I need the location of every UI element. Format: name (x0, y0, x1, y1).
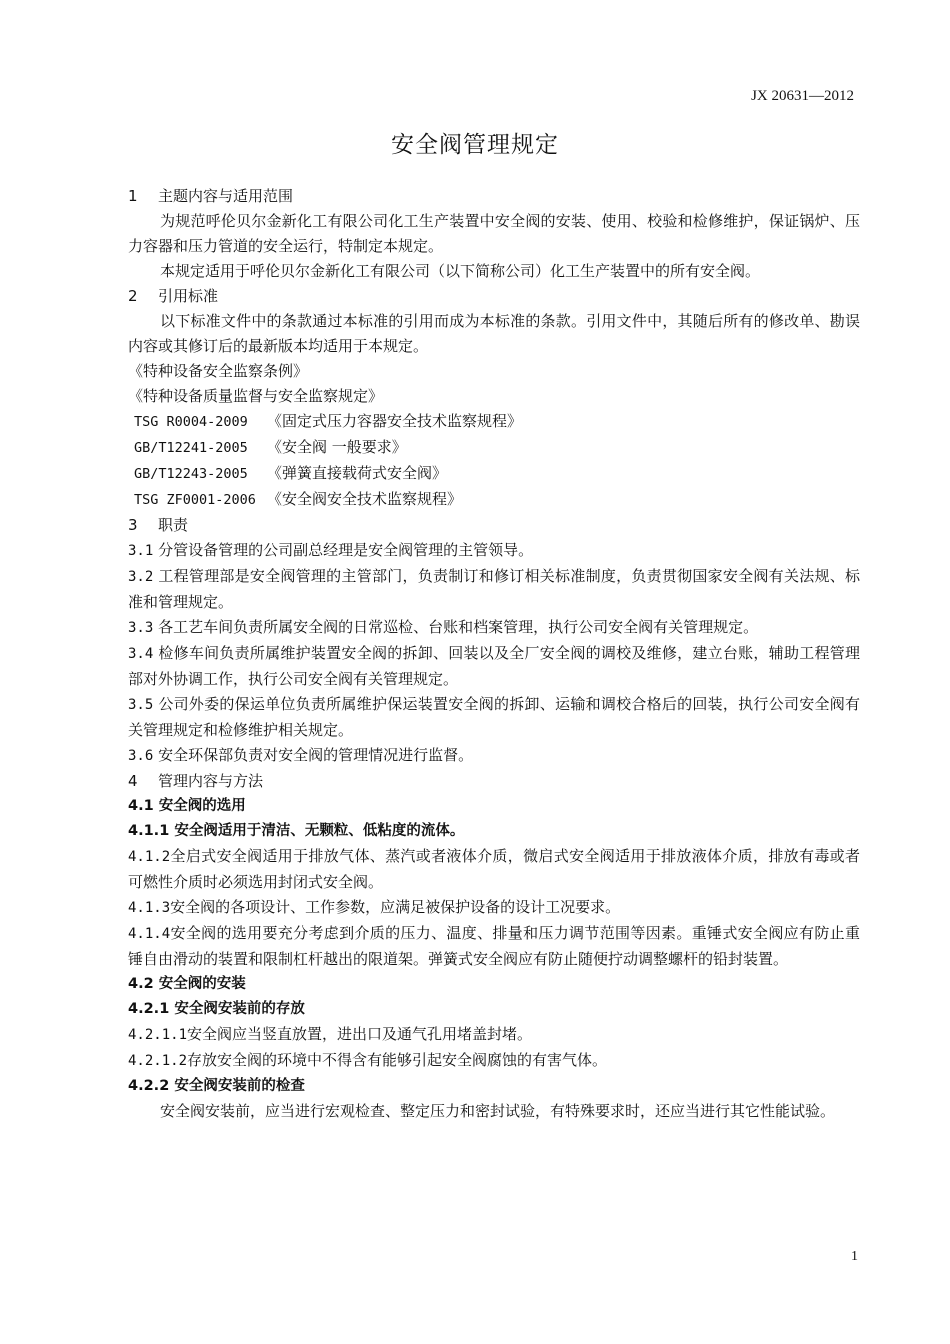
reference-item (128, 435, 860, 461)
reference-item (128, 461, 860, 487)
clause (128, 1022, 860, 1048)
clause-number: 3.4 (128, 646, 154, 662)
clause-text: 检修车间负责所属维护装置安全阀的拆卸、回装以及全厂安全阀的调校及维修，建立台账，辅助工程管理部对外协调工作，执行公司安全阀有关管理规定。 (128, 644, 860, 688)
reference-item: 《特种设备质量监督与安全监察规定》 (128, 387, 384, 405)
paragraph: 为规范呼伦贝尔金新化工有限公司化工生产装置中安全阀的安装、使用、校验和检修维护，保证锅炉、压力容器和压力管道的安全运行，特制定本规定。 (128, 212, 860, 255)
page-number: 1 (851, 1249, 858, 1264)
reference-item (128, 409, 860, 435)
reference-name: 《安全阀 一般要求》 (267, 438, 407, 456)
clause-number: 3.5 (128, 697, 154, 713)
clause (128, 615, 860, 641)
section-title: 管理内容与方法 (158, 772, 264, 790)
paragraph: 以下标准文件中的条款通过本标准的引用而成为本标准的条款。引用文件中，其随后所有的修改单、勘误内容或其修订后的最新版本均适用于本规定。 (128, 312, 860, 355)
reference-code: GB/T12241-2005 (134, 440, 248, 456)
clause-text: 安全阀应当竖直放置，进出口及通气孔用堵盖封堵。 (187, 1025, 533, 1043)
subsection-heading: 4.1 安全阀的选用 (128, 798, 246, 814)
subsection-heading: 4.2.1 安全阀安装前的存放 (128, 1001, 305, 1017)
clause (128, 692, 860, 743)
clause (128, 844, 860, 895)
clause (128, 538, 860, 564)
clause-text: 安全阀的选用要充分考虑到介质的压力、温度、排量和压力调节范围等因素。重锤式安全阀应有防止重锤自由滑动的装置和限制杠杆越出的限道架。弹簧式安全阀应有防止随便拧动调整螺杆的铅封装置。 (128, 924, 860, 968)
clause-number: 4.1.3 (128, 900, 171, 916)
clause-number: 3.2 (128, 569, 154, 585)
clause (128, 641, 860, 692)
page-title: 安全阀管理规定 (391, 132, 559, 158)
clause-number: 3.6 (128, 748, 154, 764)
clause-text: 公司外委的保运单位负责所属维护保运装置安全阀的拆卸、运输和调校合格后的回装，执行公司安全阀有关管理规定和检修维护相关规定。 (128, 695, 860, 739)
section-number: 3 (128, 516, 138, 534)
clause-number: 4.1.2 (128, 849, 171, 865)
reference-item: 《特种设备安全监察条例》 (128, 362, 309, 380)
clause-text: 全启式安全阀适用于排放气体、蒸汽或者液体介质，微启式安全阀适用于排放液体介质，排放有毒或者可燃性介质时必须选用封闭式安全阀。 (128, 847, 860, 891)
reference-item (128, 487, 860, 513)
section-number: 2 (128, 287, 138, 305)
reference-name: 《安全阀安全技术监察规程》 (267, 490, 463, 508)
clause-number: 4.2.1.2 (128, 1053, 188, 1069)
section-number: 4 (128, 772, 138, 790)
clause-number: 3.3 (128, 620, 154, 636)
reference-code: TSG ZF0001-2006 (134, 492, 256, 508)
subsection-heading: 4.2.2 安全阀安装前的检查 (128, 1078, 305, 1094)
clause-text: 工程管理部是安全阀管理的主管部门，负责制订和修订相关标准制度，负责贯彻国家安全阀有关法规、标准和管理规定。 (128, 567, 860, 611)
paragraph: 本规定适用于呼伦贝尔金新化工有限公司（以下简称公司）化工生产装置中的所有安全阀。 (160, 262, 761, 280)
section-title: 职责 (158, 516, 189, 534)
section-title: 引用标准 (158, 287, 219, 305)
clause (128, 921, 860, 972)
subsection-heading: 4.2 安全阀的安装 (128, 976, 246, 992)
clause (128, 895, 860, 921)
section-heading-4 (128, 769, 860, 794)
clause-number: 4.2.1.1 (128, 1027, 188, 1043)
paragraph: 安全阀安装前，应当进行宏观检查、整定压力和密封试验，有特殊要求时，还应当进行其它性能试验。 (160, 1102, 836, 1120)
section-heading-2 (128, 284, 860, 309)
section-number: 1 (128, 187, 138, 205)
section-heading-1 (128, 184, 860, 209)
document-body (128, 184, 860, 1124)
reference-name: 《固定式压力容器安全技术监察规程》 (267, 412, 523, 430)
clause (128, 564, 860, 615)
clause: 4.1.1 安全阀适用于清洁、无颗粒、低粘度的流体。 (128, 823, 465, 839)
reference-code: GB/T12243-2005 (134, 466, 248, 482)
clause-number: 4.1.4 (128, 926, 171, 942)
clause (128, 743, 860, 769)
clause-text: 安全阀的各项设计、工作参数，应满足被保护设备的设计工况要求。 (170, 898, 621, 916)
clause-text: 各工艺车间负责所属安全阀的日常巡检、台账和档案管理，执行公司安全阀有关管理规定。 (158, 618, 759, 636)
document-number: JX 20631—2012 (751, 88, 854, 104)
reference-code: TSG R0004-2009 (134, 414, 248, 430)
clause-text: 安全环保部负责对安全阀的管理情况进行监督。 (158, 746, 474, 764)
clause-text: 存放安全阀的环境中不得含有能够引起安全阀腐蚀的有害气体。 (187, 1051, 608, 1069)
section-heading-3 (128, 513, 860, 538)
clause-number: 3.1 (128, 543, 154, 559)
clause (128, 1048, 860, 1074)
section-title: 主题内容与适用范围 (158, 187, 294, 205)
clause-text: 分管设备管理的公司副总经理是安全阀管理的主管领导。 (158, 541, 534, 559)
reference-name: 《弹簧直接载荷式安全阀》 (267, 464, 448, 482)
